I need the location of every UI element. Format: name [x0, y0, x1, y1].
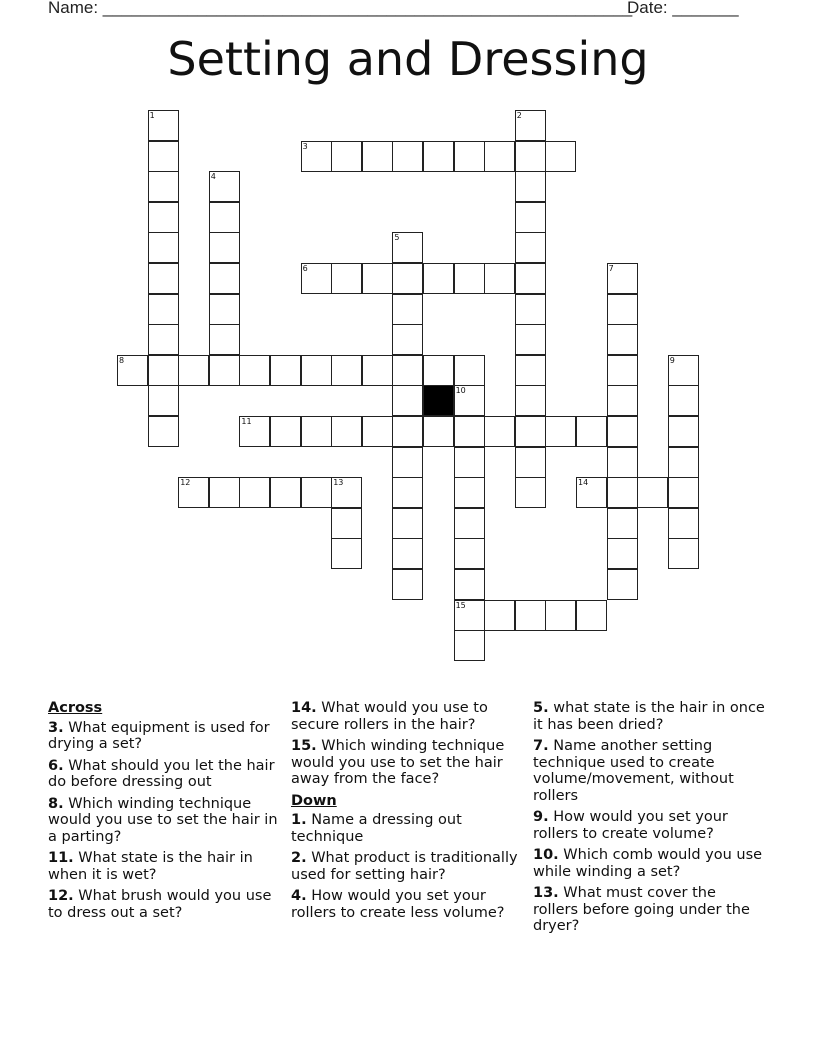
grid-cell[interactable]: [515, 202, 546, 233]
clue-item: [48, 850, 280, 883]
clue-number: 9: [669, 355, 675, 365]
date-field-label: Date: _______: [627, 0, 739, 17]
grid-cell[interactable]: [607, 569, 638, 600]
grid-cell[interactable]: [392, 569, 423, 600]
grid-cell[interactable]: [392, 385, 423, 416]
clue-number: 13: [333, 478, 344, 488]
clue-item: [291, 700, 523, 733]
clue-item-number: 11.: [48, 850, 74, 866]
grid-cell[interactable]: [454, 630, 485, 661]
grid-cell[interactable]: [668, 416, 699, 447]
grid-cell[interactable]: [301, 477, 332, 508]
clue-item-number: 9.: [533, 809, 549, 825]
grid-cell[interactable]: [301, 263, 332, 294]
grid-cell[interactable]: [362, 263, 393, 294]
grid-cell[interactable]: [668, 508, 699, 539]
grid-cell[interactable]: [454, 477, 485, 508]
clue-item-text: What product is traditionally used for setting hair?: [291, 850, 518, 883]
grid-cell[interactable]: [484, 416, 515, 447]
grid-cell[interactable]: [515, 324, 546, 355]
clue-item: [291, 888, 523, 921]
grid-cell[interactable]: [392, 294, 423, 325]
grid-cell[interactable]: [331, 355, 362, 386]
grid-cell[interactable]: [209, 355, 240, 386]
grid-cell[interactable]: [178, 477, 209, 508]
grid-cell[interactable]: [668, 447, 699, 478]
grid-cell[interactable]: [331, 508, 362, 539]
grid-cell[interactable]: [454, 538, 485, 569]
grid-cell[interactable]: [454, 600, 485, 631]
clue-number: 12: [180, 478, 191, 488]
clue-item-number: 2.: [291, 850, 307, 866]
grid-cell[interactable]: [454, 385, 485, 416]
clue-item: [533, 885, 765, 935]
clue-item: [48, 888, 280, 921]
clue-item-text: What equipment is used for drying a set?: [48, 719, 270, 752]
grid-cell[interactable]: [423, 416, 454, 447]
grid-cell[interactable]: [607, 538, 638, 569]
grid-cell[interactable]: [148, 232, 179, 263]
grid-cell[interactable]: [301, 416, 332, 447]
name-field-label: Name: ________________________________________________________: [48, 0, 633, 17]
grid-cell[interactable]: [515, 416, 546, 447]
clue-item-number: 10.: [533, 847, 559, 863]
clue-item-text: what state is the hair in once it has been dried?: [533, 700, 765, 733]
clue-item-text: What brush would you use to dress out a set?: [48, 888, 272, 921]
grid-cell[interactable]: [209, 477, 240, 508]
clue-column-1: [48, 700, 280, 926]
clue-number: 1: [149, 111, 155, 120]
grid-cell[interactable]: [117, 355, 148, 386]
clue-item-number: 4.: [291, 888, 307, 904]
grid-cell[interactable]: [668, 477, 699, 508]
grid-cell[interactable]: [515, 355, 546, 386]
grid-cell[interactable]: [392, 355, 423, 386]
grid-cell[interactable]: [454, 508, 485, 539]
grid-cell[interactable]: [515, 600, 546, 631]
grid-cell[interactable]: [392, 263, 423, 294]
grid-cell[interactable]: [331, 141, 362, 172]
clue-number: 14: [578, 478, 589, 488]
grid-cell[interactable]: [392, 477, 423, 508]
grid-cell[interactable]: [515, 171, 546, 202]
clue-item-text: What should you let the hair do before dressing out: [48, 757, 275, 790]
clue-number: 5: [394, 233, 400, 243]
clue-number: 2: [516, 111, 522, 120]
grid-cell[interactable]: [454, 263, 485, 294]
clue-number: 6: [302, 264, 308, 273]
grid-cell[interactable]: [331, 263, 362, 294]
clue-number: 7: [608, 264, 614, 273]
clue-number: 4: [210, 172, 216, 182]
grid-cell[interactable]: [270, 477, 301, 508]
clue-item: [533, 738, 765, 804]
grid-cell[interactable]: [607, 294, 638, 325]
grid-cell[interactable]: [454, 355, 485, 386]
clue-item-number: 5.: [533, 700, 549, 716]
grid-cell[interactable]: [515, 477, 546, 508]
across-heading: Across: [48, 700, 103, 716]
grid-cell[interactable]: [423, 141, 454, 172]
grid-cell[interactable]: [515, 141, 546, 172]
grid-cell[interactable]: [392, 324, 423, 355]
grid-cell[interactable]: [148, 355, 179, 386]
clue-item-number: 3.: [48, 719, 64, 736]
grid-cell[interactable]: [668, 355, 699, 386]
clue-item-text: What would you use to secure rollers in the hair?: [291, 700, 488, 733]
grid-cell[interactable]: [484, 141, 515, 172]
clue-item-text: How would you set your rollers to create less volume?: [291, 888, 505, 921]
grid-cell[interactable]: [362, 416, 393, 447]
clue-item: [291, 850, 523, 883]
clue-item-number: 1.: [291, 812, 307, 828]
clue-item-text: Which winding technique would you use to set the hair away from the face?: [291, 738, 505, 787]
grid-cell[interactable]: [301, 355, 332, 386]
clue-number: 3: [302, 141, 308, 151]
grid-cell[interactable]: [392, 447, 423, 478]
clue-item: [533, 700, 765, 733]
grid-cell[interactable]: [515, 110, 546, 141]
grid-cell[interactable]: [576, 416, 607, 447]
grid-cell[interactable]: [545, 600, 576, 631]
grid-cell[interactable]: [392, 232, 423, 263]
grid-cell[interactable]: [484, 263, 515, 294]
grid-cell[interactable]: [148, 263, 179, 294]
grid-cell[interactable]: [607, 263, 638, 294]
clue-number: 10: [455, 386, 466, 396]
clue-number: 15: [455, 600, 466, 610]
page-title: Setting and Dressing: [167, 32, 649, 86]
clue-item: [291, 812, 523, 845]
grid-cell[interactable]: [209, 324, 240, 355]
grid-cell[interactable]: [668, 385, 699, 416]
grid-cell[interactable]: [576, 600, 607, 631]
grid-cell[interactable]: [331, 538, 362, 569]
grid-cell[interactable]: [148, 294, 179, 325]
black-cell: [423, 385, 454, 416]
grid-cell[interactable]: [515, 385, 546, 416]
clue-item: [533, 809, 765, 842]
grid-cell[interactable]: [607, 385, 638, 416]
grid-cell[interactable]: [545, 416, 576, 447]
clue-item-text: How would you set your rollers to create volume?: [533, 809, 728, 842]
clue-item: [48, 796, 280, 846]
grid-cell[interactable]: [148, 324, 179, 355]
grid-cell[interactable]: [484, 600, 515, 631]
clue-item: [48, 720, 280, 753]
clue-number: 8: [119, 355, 125, 365]
clue-item-text: Name another setting technique used to create volume/movement, without rollers: [533, 738, 734, 804]
grid-cell[interactable]: [148, 416, 179, 447]
grid-cell[interactable]: [423, 263, 454, 294]
grid-cell[interactable]: [239, 416, 270, 447]
grid-cell[interactable]: [454, 447, 485, 478]
clue-item-text: Name a dressing out technique: [291, 812, 462, 845]
grid-cell[interactable]: [423, 355, 454, 386]
grid-cell[interactable]: [331, 477, 362, 508]
clue-item: [291, 738, 523, 788]
grid-cell[interactable]: [148, 110, 179, 141]
clue-number: 11: [241, 417, 252, 426]
clue-item-number: 12.: [48, 888, 74, 904]
grid-cell[interactable]: [392, 538, 423, 569]
grid-cell[interactable]: [331, 416, 362, 447]
grid-cell[interactable]: [270, 355, 301, 386]
grid-cell[interactable]: [545, 141, 576, 172]
grid-cell[interactable]: [178, 355, 209, 386]
clue-item-number: 8.: [48, 795, 64, 812]
clue-item-text: Which winding technique would you use to set the hair in a parting?: [48, 795, 278, 845]
grid-cell[interactable]: [392, 508, 423, 539]
grid-cell[interactable]: [668, 538, 699, 569]
clue-item-number: 13.: [533, 885, 559, 901]
grid-cell[interactable]: [209, 202, 240, 233]
grid-cell[interactable]: [515, 294, 546, 325]
grid-cell[interactable]: [148, 202, 179, 233]
grid-cell[interactable]: [209, 171, 240, 202]
grid-cell[interactable]: [454, 416, 485, 447]
clue-item: [533, 847, 765, 880]
grid-cell[interactable]: [454, 569, 485, 600]
grid-cell[interactable]: [239, 355, 270, 386]
clue-item-text: What state is the hair in when it is wet?: [48, 850, 253, 883]
clue-column-3: [533, 700, 765, 940]
grid-cell[interactable]: [454, 141, 485, 172]
grid-cell[interactable]: [576, 477, 607, 508]
grid-cell[interactable]: [362, 355, 393, 386]
clue-column-2: [291, 700, 523, 926]
grid-cell[interactable]: [515, 232, 546, 263]
grid-cell[interactable]: [607, 447, 638, 478]
down-heading: Down: [291, 792, 337, 809]
clue-item: [48, 758, 280, 791]
grid-cell[interactable]: [515, 447, 546, 478]
grid-cell[interactable]: [607, 416, 638, 447]
grid-cell[interactable]: [392, 416, 423, 447]
grid-cell[interactable]: [239, 477, 270, 508]
clue-item-number: 15.: [291, 738, 317, 754]
grid-cell[interactable]: [301, 141, 332, 172]
grid-cell[interactable]: [607, 477, 638, 508]
grid-cell[interactable]: [607, 324, 638, 355]
clue-item-number: 14.: [291, 700, 317, 716]
grid-cell[interactable]: [607, 508, 638, 539]
grid-cell[interactable]: [392, 141, 423, 172]
grid-cell[interactable]: [270, 416, 301, 447]
clue-item-number: 6.: [48, 757, 64, 774]
clue-item-number: 7.: [533, 738, 549, 754]
grid-cell[interactable]: [637, 477, 668, 508]
clue-item-text: Which comb would you use while winding a set?: [533, 847, 763, 880]
grid-cell[interactable]: [515, 263, 546, 294]
grid-cell[interactable]: [362, 141, 393, 172]
grid-cell[interactable]: [209, 263, 240, 294]
grid-cell[interactable]: [209, 294, 240, 325]
grid-cell[interactable]: [148, 171, 179, 202]
grid-cell[interactable]: [148, 141, 179, 172]
grid-cell[interactable]: [148, 385, 179, 416]
clue-item-text: What must cover the rollers before going under the dryer?: [533, 885, 750, 934]
grid-cell[interactable]: [209, 232, 240, 263]
grid-cell[interactable]: [607, 355, 638, 386]
